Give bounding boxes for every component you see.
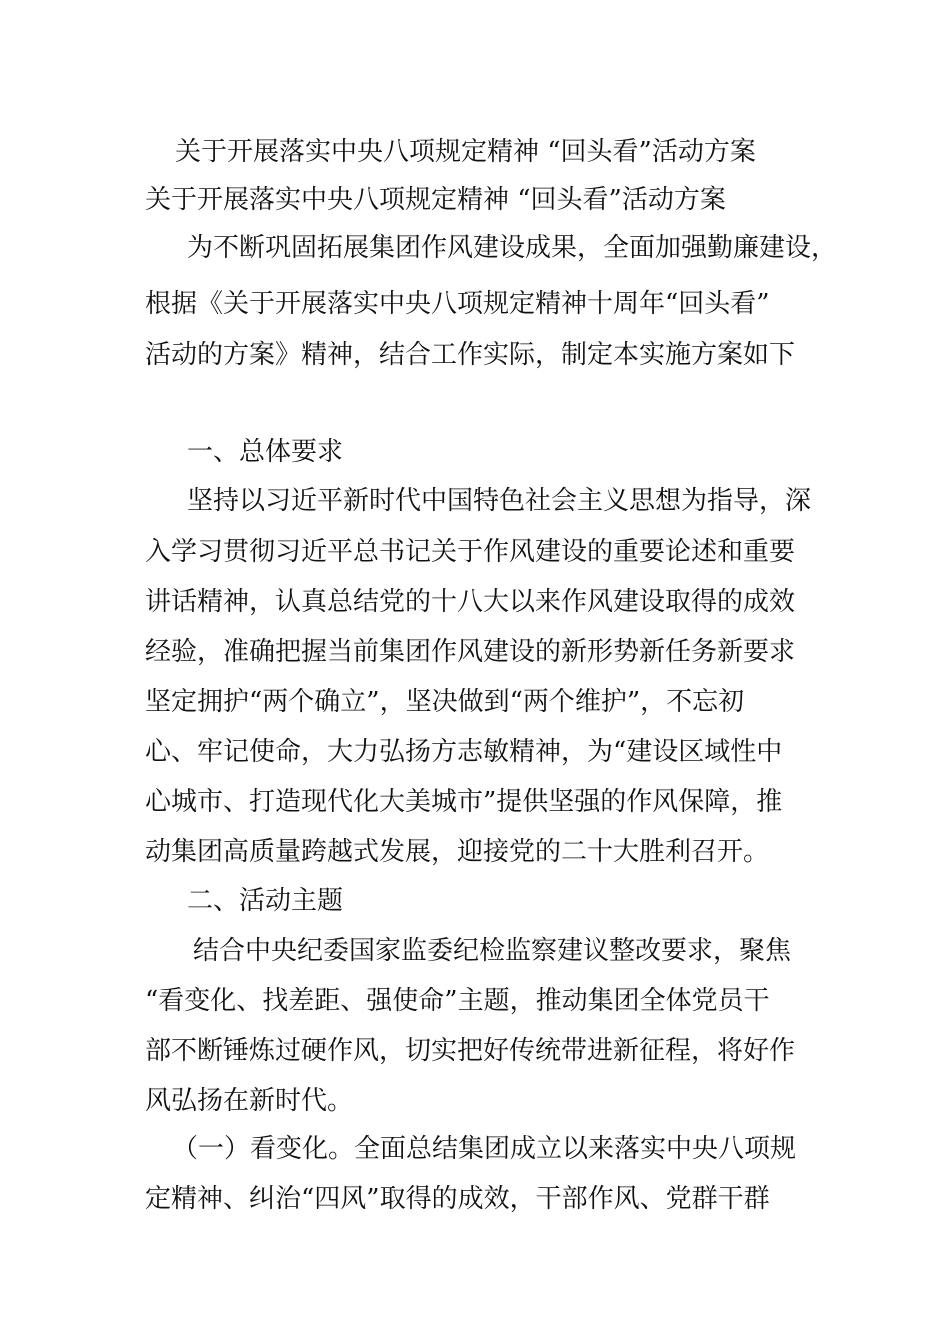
intro-line-3: 活动的方案》精神，结合工作实际，制定本实施方案如下	[145, 340, 796, 370]
document-title-line-1: 关于开展落实中央八项规定精神 “回头看”活动方案	[175, 137, 756, 167]
intro-line-1: 为不断巩固拓展集团作风建设成果，全面加强勤廉建设，	[187, 233, 838, 263]
section-1-body-line-4: 经验，准确把握当前集团作风建设的新形势新任务新要求	[145, 637, 796, 667]
document-title-line-2: 关于开展落实中央八项规定精神 “回头看”活动方案	[145, 185, 726, 215]
section-2-body-line-1: 结合中央纪委国家监委纪检监察建议整改要求，聚焦	[193, 936, 792, 966]
section-2-body-line-2: “看变化、找差距、强使命”主题，推动集团全体党员干	[145, 986, 770, 1016]
section-1-body-line-6: 心、牢记使命，大力弘扬方志敏精神，为“建设区域性中	[145, 737, 783, 767]
section-2-body-line-4: 风弘扬在新时代。	[145, 1086, 354, 1116]
section-1-body-line-1: 坚持以习近平新时代中国特色社会主义思想为指导，深	[187, 486, 812, 516]
subsection-1-line-2: 定精神、纠治“四风”取得的成效，干部作风、党群干群	[145, 1184, 770, 1214]
subsection-1-line-1: （一）看变化。全面总结集团成立以来落实中央八项规	[172, 1134, 797, 1164]
section-1-body-line-7: 心城市、打造现代化大美城市”提供坚强的作风保障，推	[145, 787, 783, 817]
section-1-body-line-5: 坚定拥护“两个确立”，坚决做到“两个维护”，不忘初	[145, 687, 745, 717]
section-1-body-line-3: 讲话精神，认真总结党的十八大以来作风建设取得的成效	[145, 587, 796, 617]
section-1-body-line-8: 动集团高质量跨越式发展，迎接党的二十大胜利召开。	[145, 837, 770, 867]
section-1-heading: 一、总体要求	[187, 437, 344, 467]
section-2-body-line-3: 部不断锤炼过硬作风，切实把好传统带进新征程，将好作	[145, 1036, 796, 1066]
section-2-heading: 二、活动主题	[187, 886, 344, 916]
intro-line-2: 根据《关于开展落实中央八项规定精神十周年“回头看”	[145, 289, 770, 319]
section-1-body-line-2: 入学习贯彻习近平总书记关于作风建设的重要论述和重要	[145, 537, 796, 567]
